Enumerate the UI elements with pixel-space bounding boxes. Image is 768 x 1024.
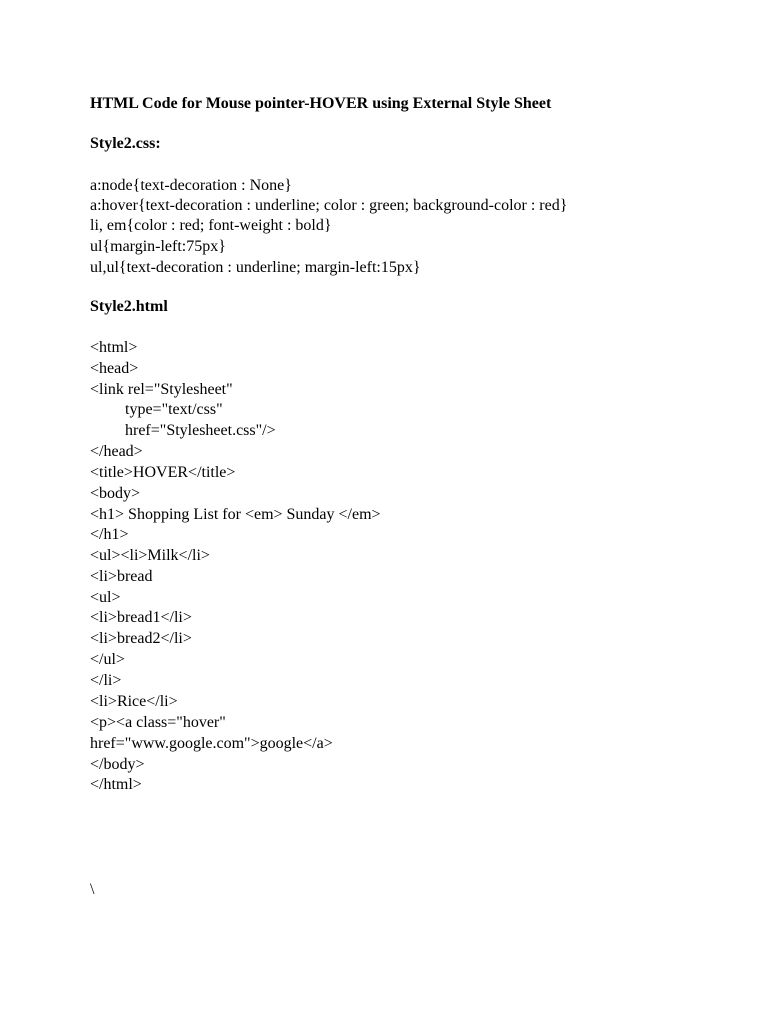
code-line: <head> [90,360,139,377]
code-line: <html> [90,339,138,356]
css-line: ul,ul{text-decoration : underline; margin-left:15px} [90,259,421,276]
code-line: <h1> Shopping List for <em> Sunday </em> [90,506,381,523]
code-line: <ul> [90,589,121,606]
css-line: li, em{color : red; font-weight : bold} [90,217,332,234]
css-line: a:hover{text-decoration : underline; color : green; background-color : red} [90,197,568,214]
code-line: </li> [90,672,122,689]
code-line: type="text/css" [125,401,223,418]
code-line: <li>bread2</li> [90,630,192,647]
code-line: </head> [90,443,143,460]
code-line: <li>bread [90,568,153,585]
code-line: <li>bread1</li> [90,609,192,626]
trailing-backslash: \ [90,881,95,898]
css-heading: Style2.css: [90,135,161,152]
css-line: ul{margin-left:75px} [90,238,226,255]
code-line: <li>Rice</li> [90,693,178,710]
code-line: <p><a class="hover" [90,714,226,731]
code-line: href="Stylesheet.css"/> [125,422,276,439]
code-line: <title>HOVER</title> [90,464,236,481]
html-heading: Style2.html [90,298,168,315]
code-line: </html> [90,776,142,793]
document-title: HTML Code for Mouse pointer-HOVER using External Style Sheet [90,95,552,112]
code-line: </ul> [90,651,125,668]
code-line: <body> [90,485,141,502]
code-line: <ul><li>Milk</li> [90,547,210,564]
code-line: </h1> [90,526,129,543]
code-line: <link rel="Stylesheet" [90,381,233,398]
css-line: a:node{text-decoration : None} [90,177,292,194]
code-line: </body> [90,756,145,773]
code-line: href="www.google.com">google</a> [90,735,333,752]
